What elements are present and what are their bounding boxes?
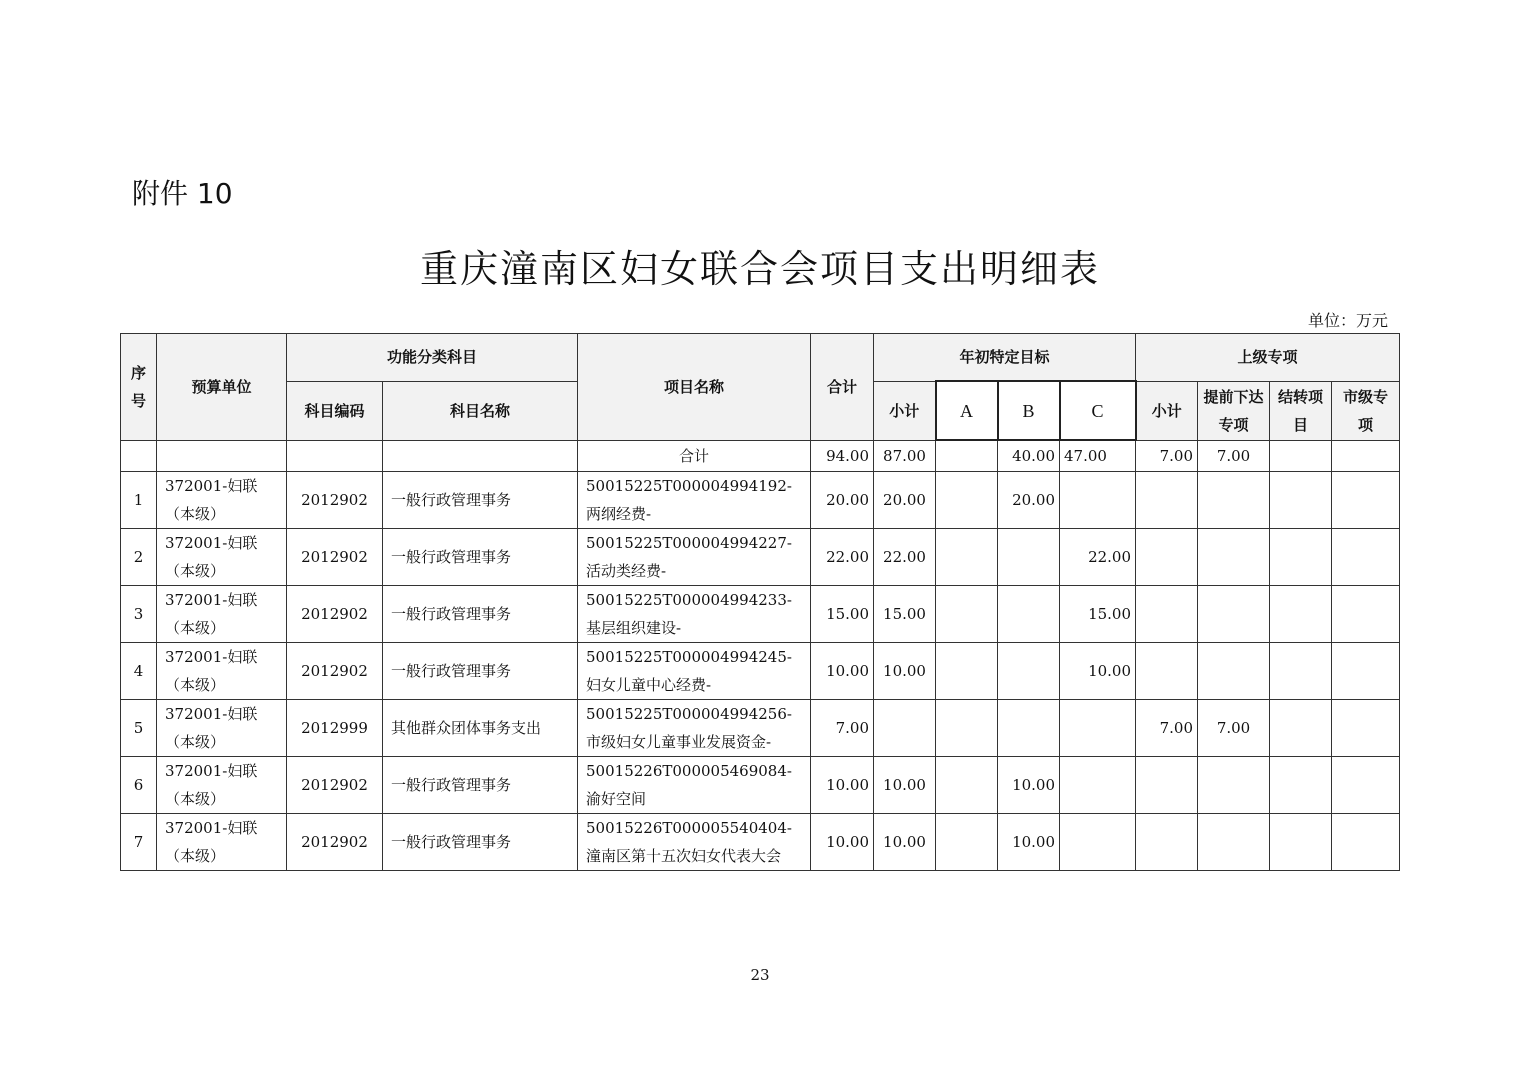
row-c: 22.00 xyxy=(1060,529,1136,586)
row-subject-name: 一般行政管理事务 xyxy=(383,472,578,529)
table-row xyxy=(121,586,1400,643)
table-row xyxy=(121,757,1400,814)
table-row xyxy=(121,643,1400,700)
total-city xyxy=(1332,440,1400,472)
row-advance xyxy=(1198,529,1270,586)
row-budget-unit: 372001-妇联（本级） xyxy=(157,586,287,643)
header-b: B xyxy=(998,381,1060,440)
row-city xyxy=(1332,700,1400,757)
row-c xyxy=(1060,757,1136,814)
row-carryover xyxy=(1270,757,1332,814)
row-carryover xyxy=(1270,472,1332,529)
row-upper-subtotal xyxy=(1136,472,1198,529)
row-budget-unit: 372001-妇联（本级） xyxy=(157,472,287,529)
row-project-name: 50015225T000004994233-基层组织建设- xyxy=(578,586,811,643)
row-advance xyxy=(1198,814,1270,871)
row-upper-subtotal xyxy=(1136,814,1198,871)
row-upper-subtotal: 7.00 xyxy=(1136,700,1198,757)
row-subject-code: 2012902 xyxy=(287,814,383,871)
row-b xyxy=(998,586,1060,643)
row-b xyxy=(998,700,1060,757)
row-subtotal: 10.00 xyxy=(874,814,936,871)
row-city xyxy=(1332,529,1400,586)
attachment-label: 附件 10 xyxy=(132,177,233,210)
row-subject-code: 2012902 xyxy=(287,472,383,529)
total-total: 94.00 xyxy=(811,440,874,472)
row-total: 10.00 xyxy=(811,643,874,700)
row-project-name: 50015226T000005469084-渝好空间 xyxy=(578,757,811,814)
row-c: 10.00 xyxy=(1060,643,1136,700)
row-upper-subtotal xyxy=(1136,586,1198,643)
header-city: 市级专项 xyxy=(1332,381,1400,440)
total-subject xyxy=(383,440,578,472)
row-seq: 5 xyxy=(121,700,157,757)
header-c: C xyxy=(1060,381,1136,440)
row-total: 7.00 xyxy=(811,700,874,757)
row-city xyxy=(1332,757,1400,814)
page-number: 23 xyxy=(750,966,770,984)
row-c: 15.00 xyxy=(1060,586,1136,643)
row-budget-unit: 372001-妇联（本级） xyxy=(157,700,287,757)
header-func-category: 功能分类科目 xyxy=(287,334,578,382)
row-subject-name: 一般行政管理事务 xyxy=(383,643,578,700)
row-seq: 1 xyxy=(121,472,157,529)
header-seq: 序号 xyxy=(121,334,157,441)
row-subtotal: 20.00 xyxy=(874,472,936,529)
row-budget-unit: 372001-妇联（本级） xyxy=(157,529,287,586)
table-row xyxy=(121,814,1400,871)
row-city xyxy=(1332,586,1400,643)
row-subtotal xyxy=(874,700,936,757)
row-b: 10.00 xyxy=(998,814,1060,871)
row-total: 10.00 xyxy=(811,814,874,871)
row-seq: 2 xyxy=(121,529,157,586)
row-subject-code: 2012902 xyxy=(287,586,383,643)
row-total: 15.00 xyxy=(811,586,874,643)
header-initial-target: 年初特定目标 xyxy=(874,334,1136,382)
row-subtotal: 15.00 xyxy=(874,586,936,643)
row-subject-name: 一般行政管理事务 xyxy=(383,757,578,814)
total-label: 合计 xyxy=(578,440,811,472)
row-subtotal: 10.00 xyxy=(874,643,936,700)
total-subtotal: 87.00 xyxy=(874,440,936,472)
row-project-name: 50015225T000004994245-妇女儿童中心经费- xyxy=(578,643,811,700)
total-seq xyxy=(121,440,157,472)
table-row xyxy=(121,529,1400,586)
row-advance xyxy=(1198,472,1270,529)
row-subject-name: 其他群众团体事务支出 xyxy=(383,700,578,757)
row-project-name: 50015225T000004994192-两纲经费- xyxy=(578,472,811,529)
row-budget-unit: 372001-妇联（本级） xyxy=(157,757,287,814)
total-advance: 7.00 xyxy=(1198,440,1270,472)
row-subject-code: 2012999 xyxy=(287,700,383,757)
table-row xyxy=(121,472,1400,529)
header-upper-subtotal: 小计 xyxy=(1136,381,1198,440)
header-subject-code: 科目编码 xyxy=(287,381,383,440)
total-row xyxy=(121,440,1400,472)
row-c xyxy=(1060,814,1136,871)
row-subject-name: 一般行政管理事务 xyxy=(383,529,578,586)
table-row xyxy=(121,700,1400,757)
header-subtotal: 小计 xyxy=(874,381,936,440)
row-project-name: 50015226T000005540404-潼南区第十五次妇女代表大会 xyxy=(578,814,811,871)
row-a xyxy=(936,472,998,529)
row-carryover xyxy=(1270,643,1332,700)
row-total: 10.00 xyxy=(811,757,874,814)
row-subtotal: 22.00 xyxy=(874,529,936,586)
header-subject-name: 科目名称 xyxy=(383,381,578,440)
row-a xyxy=(936,529,998,586)
header-carryover: 结转项目 xyxy=(1270,381,1332,440)
row-advance: 7.00 xyxy=(1198,700,1270,757)
row-b xyxy=(998,643,1060,700)
row-seq: 4 xyxy=(121,643,157,700)
row-budget-unit: 372001-妇联（本级） xyxy=(157,643,287,700)
row-upper-subtotal xyxy=(1136,757,1198,814)
row-subtotal: 10.00 xyxy=(874,757,936,814)
row-upper-subtotal xyxy=(1136,529,1198,586)
row-city xyxy=(1332,814,1400,871)
row-subject-code: 2012902 xyxy=(287,757,383,814)
row-subject-name: 一般行政管理事务 xyxy=(383,814,578,871)
total-code xyxy=(287,440,383,472)
row-a xyxy=(936,643,998,700)
row-project-name: 50015225T000004994256-市级妇女儿童事业发展资金- xyxy=(578,700,811,757)
row-subject-code: 2012902 xyxy=(287,529,383,586)
header-advance: 提前下达专项 xyxy=(1198,381,1270,440)
total-upper-subtotal: 7.00 xyxy=(1136,440,1198,472)
header-a: A xyxy=(936,381,998,440)
row-advance xyxy=(1198,586,1270,643)
header-budget-unit: 预算单位 xyxy=(157,334,287,441)
total-a xyxy=(936,440,998,472)
row-b: 10.00 xyxy=(998,757,1060,814)
header-total: 合计 xyxy=(811,334,874,441)
row-carryover xyxy=(1270,586,1332,643)
row-total: 22.00 xyxy=(811,529,874,586)
header-upper-special: 上级专项 xyxy=(1136,334,1400,382)
row-carryover xyxy=(1270,700,1332,757)
row-subject-code: 2012902 xyxy=(287,643,383,700)
row-project-name: 50015225T000004994227-活动类经费- xyxy=(578,529,811,586)
page-title: 重庆潼南区妇女联合会项目支出明细表 xyxy=(419,247,1100,291)
row-advance xyxy=(1198,643,1270,700)
header-project-name: 项目名称 xyxy=(578,334,811,441)
row-c xyxy=(1060,700,1136,757)
row-b: 20.00 xyxy=(998,472,1060,529)
total-c: 47.00 xyxy=(1060,440,1136,472)
row-a xyxy=(936,814,998,871)
row-city xyxy=(1332,643,1400,700)
project-expense-table xyxy=(120,333,1400,871)
row-c xyxy=(1060,472,1136,529)
row-seq: 6 xyxy=(121,757,157,814)
row-carryover xyxy=(1270,529,1332,586)
row-carryover xyxy=(1270,814,1332,871)
row-city xyxy=(1332,472,1400,529)
total-b: 40.00 xyxy=(998,440,1060,472)
row-a xyxy=(936,757,998,814)
row-advance xyxy=(1198,757,1270,814)
row-b xyxy=(998,529,1060,586)
row-seq: 7 xyxy=(121,814,157,871)
row-seq: 3 xyxy=(121,586,157,643)
total-unit xyxy=(157,440,287,472)
row-budget-unit: 372001-妇联（本级） xyxy=(157,814,287,871)
row-upper-subtotal xyxy=(1136,643,1198,700)
unit-label: 单位：万元 xyxy=(1307,311,1388,330)
total-carryover xyxy=(1270,440,1332,472)
header-row-1 xyxy=(121,334,1400,382)
row-a xyxy=(936,700,998,757)
row-total: 20.00 xyxy=(811,472,874,529)
row-a xyxy=(936,586,998,643)
row-subject-name: 一般行政管理事务 xyxy=(383,586,578,643)
